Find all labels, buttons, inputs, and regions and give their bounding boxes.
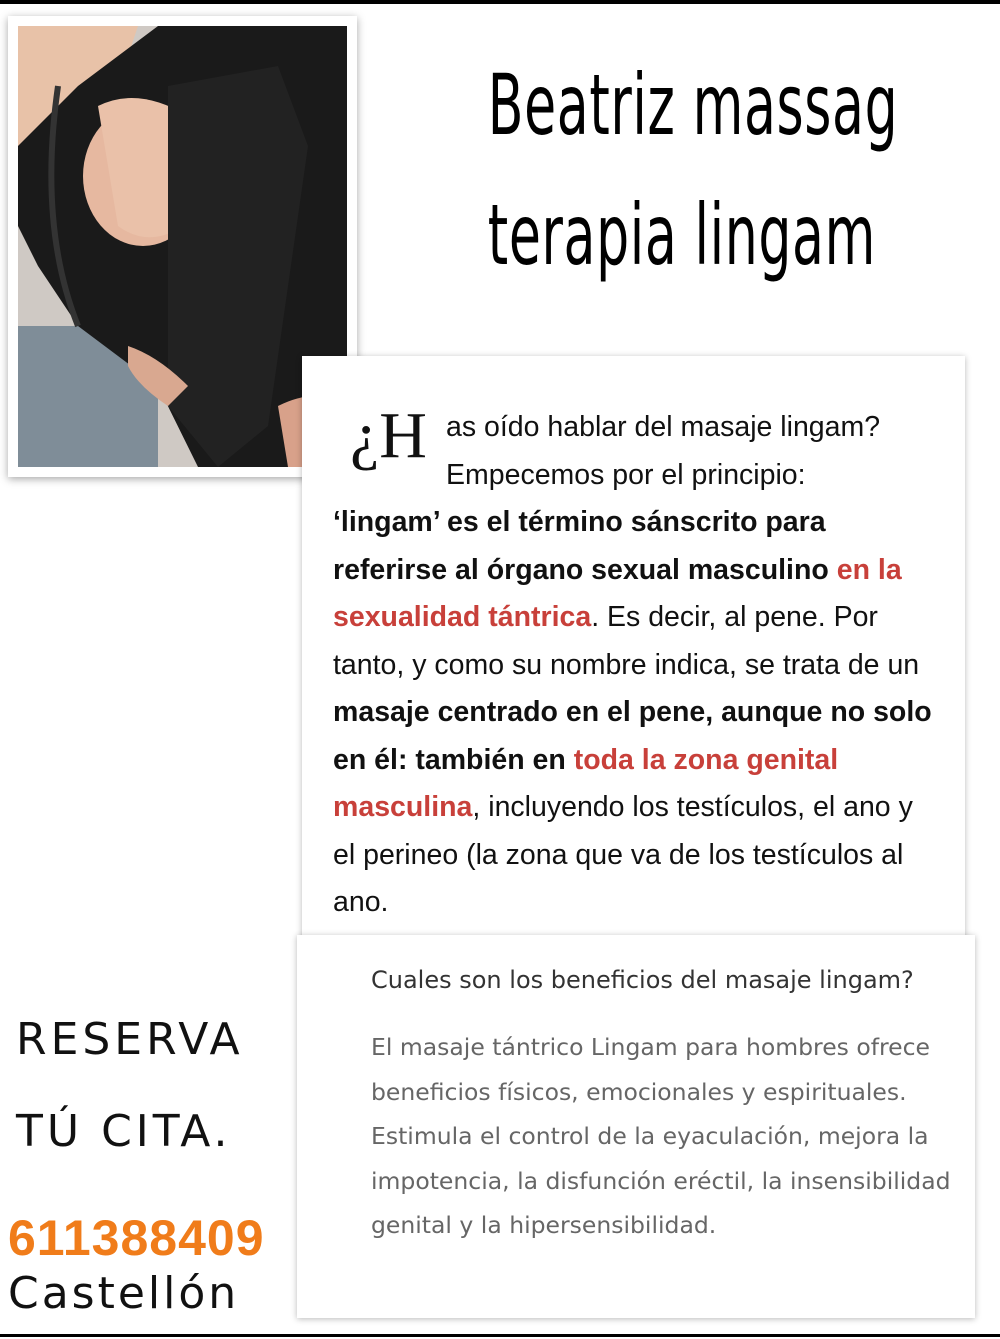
benefits-title: Cuales son los beneficios del masaje lingam? xyxy=(371,966,914,994)
page-title xyxy=(370,50,990,290)
top-border-line xyxy=(0,0,1000,4)
intro-segment-1: ‘lingam’ es el término sánscrito para referirse al órgano sexual masculino xyxy=(333,506,837,586)
intro-segment-6: , incluyendo los testículos, el ano y el perineo (la zona que va de los testículos al ano. xyxy=(333,791,913,918)
bottom-border-line xyxy=(0,1334,1000,1337)
intro-line-1: as oído hablar del masaje lingam? xyxy=(446,411,881,443)
reserva-line-2: TÚ CITA. xyxy=(16,1106,232,1157)
phone-number[interactable]: 611388409 xyxy=(8,1210,265,1266)
intro-text xyxy=(333,404,933,927)
intro-line-2: Empecemos por el principio: xyxy=(446,458,806,491)
drop-cap-letter: H xyxy=(379,399,427,472)
photo-illustration xyxy=(18,26,347,467)
intro-segment-5: toda la zona genital masculina xyxy=(333,743,839,823)
intro-segment-3: . Es decir, al pene. Por tanto, y como su nombre indica, se trata de un xyxy=(333,601,920,681)
benefits-body: El masaje tántrico Lingam para hombres ofrece beneficios físicos, emocionales y espirituales. Estimula el control de la eyaculación, mejora la impotencia, la disfunción eréctil, la insensibilidad genital y la hipersensibilidad. xyxy=(371,1033,951,1239)
reserva-line-1: RESERVA xyxy=(16,1014,244,1065)
title-line-2: terapia lingam xyxy=(487,186,876,284)
intro-segment-4: masaje centrado en el pene, aunque no solo en él: también en xyxy=(333,696,932,776)
drop-cap-prefix: ¿ xyxy=(350,399,380,472)
title-line-1: Beatriz massag xyxy=(487,56,899,154)
intro-segment-2: en la sexualidad tántrica xyxy=(333,553,902,633)
reserva-text xyxy=(16,1016,244,1156)
city-name: Castellón xyxy=(8,1268,240,1319)
person-photo xyxy=(18,26,347,467)
